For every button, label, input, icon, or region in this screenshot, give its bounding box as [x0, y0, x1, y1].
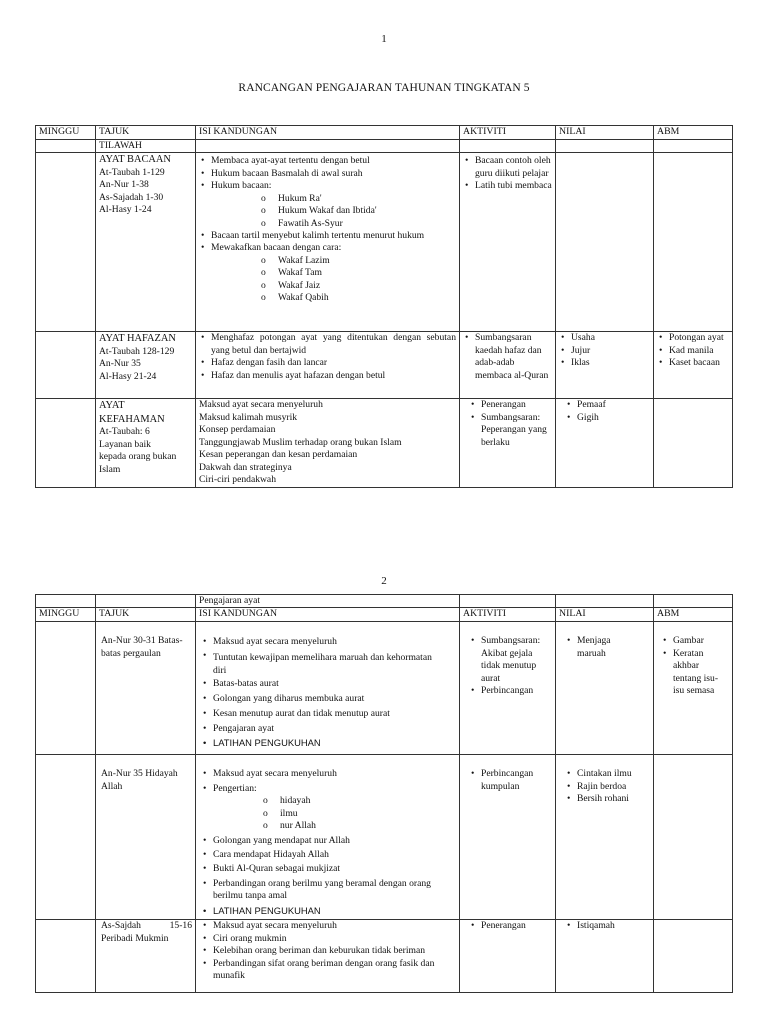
nilai-cell [556, 332, 654, 399]
list-item: • Perbincangan kumpulan [469, 768, 544, 793]
header-nilai: NILAI [556, 608, 654, 622]
list-item: • Golongan yang mendapat nur Allah [201, 835, 456, 847]
tajuk-line: AYAT HAFAZAN [99, 333, 176, 345]
list-item: • Membaca ayat-ayat tertentu dengan betul [199, 155, 456, 167]
header-aktiviti: AKTIVITI [460, 608, 556, 622]
isi-line: Maksud ayat secara menyeluruh [199, 399, 323, 411]
list-item: • Penerangan [469, 399, 552, 411]
minggu-cell [36, 153, 96, 332]
header-aktiviti: AKTIVITI [460, 126, 556, 140]
abm-cell [654, 399, 733, 488]
list-item: • Sumbangsaran kaedah hafaz dan adab-adab membaca al-Quran [463, 332, 552, 382]
list-item: • Kaset bacaan [657, 357, 729, 369]
aktiviti-cell [460, 622, 556, 755]
header-abm: ABM [654, 608, 733, 622]
header-tajuk: TAJUK [96, 608, 196, 622]
isi-line: Tanggungjawab Muslim terhadap orang bukan Islam [199, 436, 402, 448]
sub-list-item: o nur Allah [263, 820, 456, 832]
sub-list-item: o Wakaf Qabih [261, 292, 456, 304]
isi-cell [196, 399, 460, 488]
list-item: • Maksud ayat secara menyeluruh [201, 920, 456, 932]
minggu-cell [36, 332, 96, 399]
table-row [36, 153, 733, 332]
list-item: • Rajin berdoa [565, 781, 650, 793]
plan-table-page1 [35, 125, 733, 488]
aktiviti-cell [460, 399, 556, 488]
list-item: • Istiqamah [565, 920, 650, 932]
isi-cell [196, 920, 460, 993]
tajuk-line [101, 920, 192, 932]
aktiviti-cell [460, 153, 556, 332]
tajuk-cell: An-Nur 30-31 Batas-batas pergaulan [96, 622, 196, 755]
sub-list-item: o hidayah [263, 795, 456, 807]
nilai-cell [556, 755, 654, 920]
list-item: • Perbandingan sifat orang beriman dengan orang fasik dan munafik [201, 958, 456, 983]
isi-cell [196, 622, 460, 755]
list-item: • Menjaga maruah [565, 635, 634, 660]
list-item: • Keratan akhbar tentang isu-isu semasa [661, 648, 729, 698]
abm-cell [654, 755, 733, 920]
isi-cell [196, 332, 460, 399]
list-item: • Sumbangsaran: Akibat gejala tidak menutup aurat [469, 635, 552, 685]
page-number-2: 2 [381, 575, 387, 587]
list-item: • Sumbangsaran: Peperangan yang berlaku [469, 412, 552, 449]
isi-line: Maksud kalimah musyrik [199, 411, 298, 423]
list-item: • Perbandingan orang berilmu yang beramal dengan orang berilmu tanpa amal [201, 878, 456, 903]
page-number-1: 1 [381, 33, 387, 45]
tajuk-ayat: 15-16 [169, 920, 192, 932]
minggu-cell [36, 399, 96, 488]
list-item: • Kelebihan orang beriman dan keburukan tidak beriman [201, 945, 456, 957]
aktiviti-cell [460, 755, 556, 920]
list-item-text: Pengertian: [213, 782, 257, 794]
isi-line: Kesan peperangan dan kesan perdamaian [199, 449, 358, 461]
tajuk-line: As-Sajadah 1-30 [99, 191, 164, 203]
list-item: • Cintakan ilmu [565, 768, 650, 780]
tajuk-line: AYAT KEFAHAMAN [99, 400, 165, 425]
list-item: • Jujur [559, 345, 650, 357]
tajuk-line: Al-Hasy 1-24 [99, 204, 152, 216]
list-item: • Potongan ayat [657, 332, 729, 344]
abm-cell [654, 332, 733, 399]
plan-table-page2 [35, 594, 733, 993]
sub-list-item: o Wakaf Lazim [261, 255, 456, 267]
minggu-cell [36, 920, 96, 993]
tajuk-cell: An-Nur 35 Hidayah Allah [96, 755, 196, 920]
list-item-text: Hukum bacaan: [211, 180, 272, 192]
list-item: • Ciri orang mukmin [201, 933, 456, 945]
header-isi-kandungan: ISI KANDUNGAN [196, 608, 460, 622]
tajuk-line: AYAT BACAAN [99, 154, 171, 166]
list-item: • Batas-batas aurat [201, 677, 456, 692]
carryover-text: Pengajaran ayat [196, 595, 460, 608]
sub-list-item: o Hukum Ra' [261, 193, 456, 205]
tajuk-line: Peribadi Mukmin [101, 932, 169, 944]
tajuk-line: An-Nur 1-38 [99, 179, 149, 191]
list-item: • LATIHAN PENGUKUHAN [201, 905, 456, 917]
list-item: • Pengajaran ayat [201, 722, 456, 737]
list-item: • Maksud ayat secara menyeluruh [201, 635, 456, 650]
aktiviti-cell [460, 332, 556, 399]
list-item: • Cara mendapat Hidayah Allah [201, 849, 456, 861]
abm-cell [654, 920, 733, 993]
list-item: • Kad manila [657, 345, 729, 357]
nilai-cell [556, 622, 654, 755]
nilai-cell [556, 399, 654, 488]
list-item [199, 242, 456, 304]
header-abm: ABM [654, 126, 733, 140]
list-item: • Hafaz dengan fasih dan lancar [199, 357, 456, 369]
document-title: RANCANGAN PENGAJARAN TAHUNAN TINGKATAN 5 [238, 82, 530, 94]
table-row [36, 755, 733, 920]
table-row-tilawah [36, 139, 733, 152]
list-item: • Bukti Al-Quran sebagai mukjizat [201, 863, 456, 875]
table-header-row [36, 126, 733, 140]
table-row-carryover [36, 595, 733, 608]
list-item [201, 783, 456, 833]
table-header-row [36, 608, 733, 622]
list-item-text: Mewakafkan bacaan dengan cara: [211, 242, 342, 254]
header-tajuk: TAJUK [96, 126, 196, 140]
header-nilai: NILAI [556, 126, 654, 140]
tajuk-surah: As-Sajdah [101, 920, 141, 932]
tajuk-cell [96, 332, 196, 399]
tajuk-line: An-Nur 35 [99, 358, 141, 370]
table-row [36, 920, 733, 993]
nilai-cell [556, 920, 654, 993]
list-item: • Penerangan [469, 920, 552, 932]
isi-cell [196, 755, 460, 920]
section-label: TILAWAH [96, 139, 196, 152]
isi-line: Ciri-ciri pendakwah [199, 474, 276, 486]
list-item: • Menghafaz potongan ayat yang ditentukan dengan sebutan yang betul dan bertajwid [199, 332, 456, 357]
header-isi-kandungan: ISI KANDUNGAN [196, 126, 460, 140]
header-minggu: MINGGU [36, 126, 96, 140]
tajuk-line: At-Taubah: 6 Layanan baik kepada orang bukan Islam [99, 426, 177, 475]
list-item: • Tuntutan kewajipan memelihara maruah dan kehormatan diri [201, 650, 456, 677]
list-item: • Maksud ayat secara menyeluruh [201, 768, 456, 780]
list-item: • Gambar [661, 635, 729, 647]
sub-list-item: o Hukum Wakaf dan Ibtida' [261, 205, 456, 217]
header-minggu: MINGGU [36, 608, 96, 622]
abm-cell [654, 622, 733, 755]
list-item: • Bacaan contoh oleh guru diikuti pelajar [463, 155, 552, 180]
list-item: • Perbincangan [469, 685, 552, 697]
list-item: • Iklas [559, 357, 650, 369]
list-item: • Kesan menutup aurat dan tidak menutup aurat [201, 707, 456, 722]
list-item: • Hukum bacaan Basmalah di awal surah [199, 168, 456, 180]
list-item: • Golongan yang diharus membuka aurat [201, 692, 456, 707]
minggu-cell [36, 622, 96, 755]
sub-list-item: o Wakaf Jaiz [261, 280, 456, 292]
tajuk-line: At-Taubah 128-129 [99, 345, 175, 357]
nilai-cell [556, 153, 654, 332]
tajuk-cell [96, 920, 196, 993]
sub-list-item: o Wakaf Tam [261, 267, 456, 279]
list-item: • LATIHAN PENGUKUHAN [201, 736, 456, 751]
tajuk-cell [96, 399, 196, 488]
table-row [36, 332, 733, 399]
isi-line: Konsep perdamaian [199, 424, 276, 436]
tajuk-cell [96, 153, 196, 332]
minggu-cell [36, 755, 96, 920]
tajuk-line: Al-Hasy 21-24 [99, 370, 157, 382]
sub-list-item: o ilmu [263, 808, 456, 820]
aktiviti-cell [460, 920, 556, 993]
list-item: • Hafaz dan menulis ayat hafazan dengan betul [199, 370, 456, 382]
abm-cell [654, 153, 733, 332]
isi-line: Dakwah dan strateginya [199, 461, 292, 473]
tajuk-line: At-Taubah 1-129 [99, 166, 165, 178]
sub-list-item: o Fawatih As-Syur [261, 218, 456, 230]
list-item: • Gigih [565, 412, 650, 424]
list-item: • Pemaaf [565, 399, 650, 411]
isi-cell [196, 153, 460, 332]
table-row [36, 399, 733, 488]
table-row [36, 622, 733, 755]
list-item: • Bacaan tartil menyebut kalimh tertentu menurut hukum [199, 230, 456, 242]
list-item: • Bersih rohani [565, 793, 650, 805]
list-item: • Latih tubi membaca [463, 180, 552, 192]
list-item: • Usaha [559, 332, 650, 344]
list-item [199, 180, 456, 230]
